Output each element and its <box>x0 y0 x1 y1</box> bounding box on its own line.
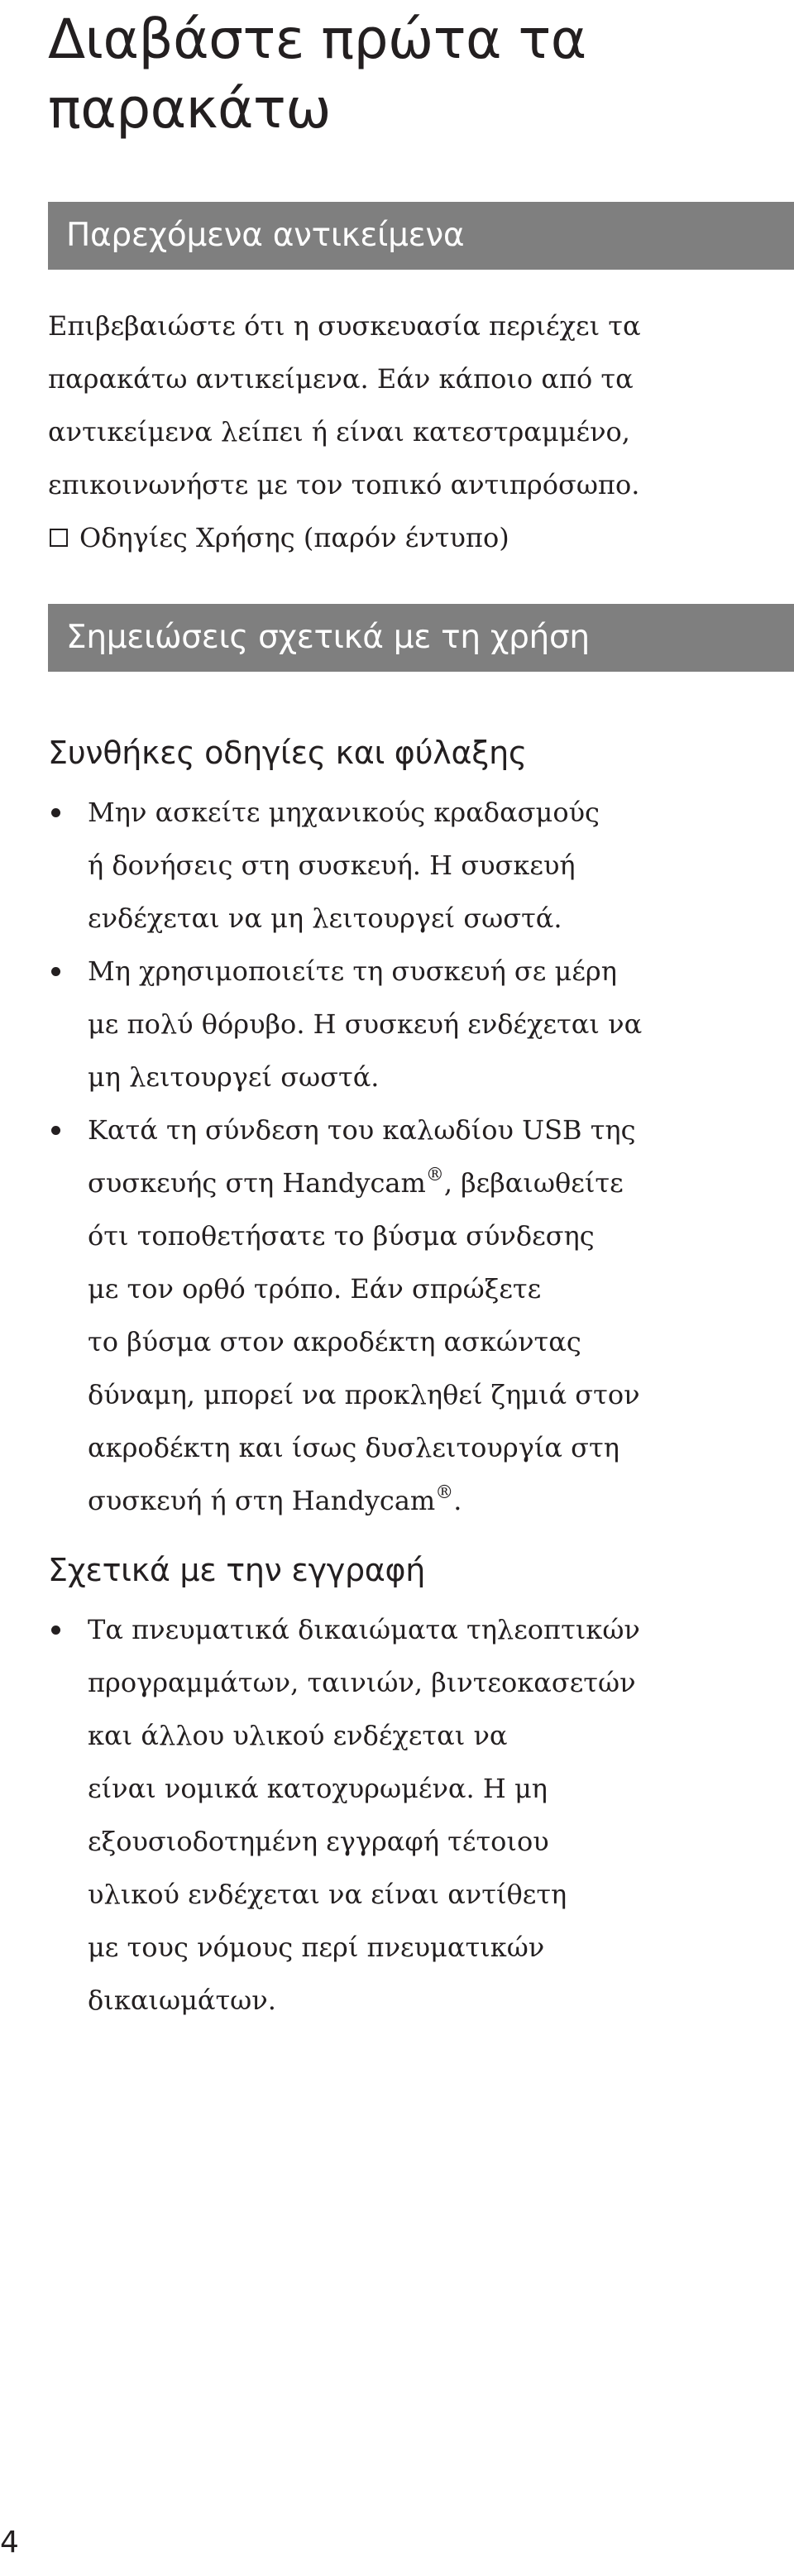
section-heading-supplied-items: Παρεχόμενα αντικείμενα <box>48 202 794 270</box>
registered-mark: ® <box>425 1165 444 1185</box>
text-line: μη λειτουργεί σωστά. <box>88 1061 380 1093</box>
section-heading-usage-notes: Σημειώσεις σχετικά με τη χρήση <box>48 604 794 672</box>
bullet-icon <box>51 967 60 976</box>
page-title-line: παρακάτω <box>48 77 332 141</box>
text-line: ενδέχεται να μη λειτουργεί σωστά. <box>88 903 562 934</box>
text-line: το βύσμα στον ακροδέκτη ασκώντας <box>88 1326 581 1357</box>
checklist-item-label: Οδηγίες Χρήσης (παρόν έντυπο) <box>79 522 509 553</box>
registered-mark: ® <box>435 1482 454 1503</box>
text-line: είναι νομικά κατοχυρωμένα. Η μη <box>88 1773 548 1804</box>
list-item <box>48 945 748 1104</box>
bullet-icon <box>51 1126 60 1135</box>
list-item <box>48 786 748 945</box>
text-line <box>88 1474 748 1527</box>
text-line: Τα πνευματικά δικαιώματα τηλεοπτικών <box>88 1614 640 1645</box>
checklist-item <box>48 511 748 564</box>
page-number: 4 <box>0 2526 19 2559</box>
page-title-line: Διαβάστε πρώτα τα <box>48 7 586 71</box>
bullet-list <box>48 1603 748 2027</box>
checkbox-icon <box>50 529 68 547</box>
text-line: αντικείμενα λείπει ή είναι κατεστραμμένο, <box>48 416 630 448</box>
text-fragment: συσκευή ή στη Handycam <box>88 1485 436 1516</box>
manual-page <box>48 0 748 2027</box>
supplied-items-intro <box>48 299 748 564</box>
bullet-icon <box>51 808 60 817</box>
text-fragment: συσκευής στη Handycam <box>88 1167 426 1199</box>
bullet-icon <box>51 1626 60 1635</box>
text-line: ακροδέκτη και ίσως δυσλειτουργία στη <box>88 1432 619 1463</box>
text-line: Μην ασκείτε μηχανικούς κραδασμούς <box>88 797 600 828</box>
text-fragment: , βεβαιωθείτε <box>443 1167 624 1199</box>
text-line: δικαιωμάτων. <box>88 1985 276 2016</box>
text-line: εξουσιοδοτημένη εγγραφή τέτοιου <box>88 1826 549 1857</box>
page-title <box>48 0 748 144</box>
list-item <box>48 1104 748 1527</box>
text-line: με πολύ θόρυβο. Η συσκευή ενδέχεται να <box>88 1008 643 1040</box>
subheading-recording: Σχετικά με την εγγραφή <box>48 1552 426 1588</box>
text-line <box>88 1156 748 1209</box>
text-line: με τους νόμους περί πνευματικών <box>88 1932 545 1963</box>
text-line: προγραμμάτων, ταινιών, βιντεοκασετών <box>88 1667 636 1698</box>
text-line: Μη χρησιμοποιείτε τη συσκευή σε μέρη <box>88 955 617 987</box>
text-line: ή δονήσεις στη συσκευή. Η συσκευή <box>88 850 576 881</box>
list-item <box>48 1603 748 2027</box>
text-line: δύναμη, μπορεί να προκληθεί ζημιά στον <box>88 1379 640 1410</box>
text-line: ότι τοποθετήσατε το βύσμα σύνδεσης <box>88 1220 595 1252</box>
text-line: επικοινωνήστε με τον τοπικό αντιπρόσωπο. <box>48 469 640 500</box>
text-line: Επιβεβαιώστε ότι η συσκευασία περιέχει τα <box>48 310 641 342</box>
text-line: παρακάτω αντικείμενα. Εάν κάποιο από τα <box>48 363 634 395</box>
subheading-operating-storage: Συνθήκες οδηγίες και φύλαξης <box>48 735 527 771</box>
text-line: Κατά τη σύνδεση του καλωδίου USB της <box>88 1114 636 1146</box>
text-line: με τον ορθό τρόπο. Εάν σπρώξετε <box>88 1273 542 1305</box>
text-line: και άλλου υλικού ενδέχεται να <box>88 1720 508 1751</box>
text-fragment: . <box>453 1485 462 1516</box>
text-line: υλικού ενδέχεται να είναι αντίθετη <box>88 1879 567 1910</box>
bullet-list <box>48 786 748 1527</box>
